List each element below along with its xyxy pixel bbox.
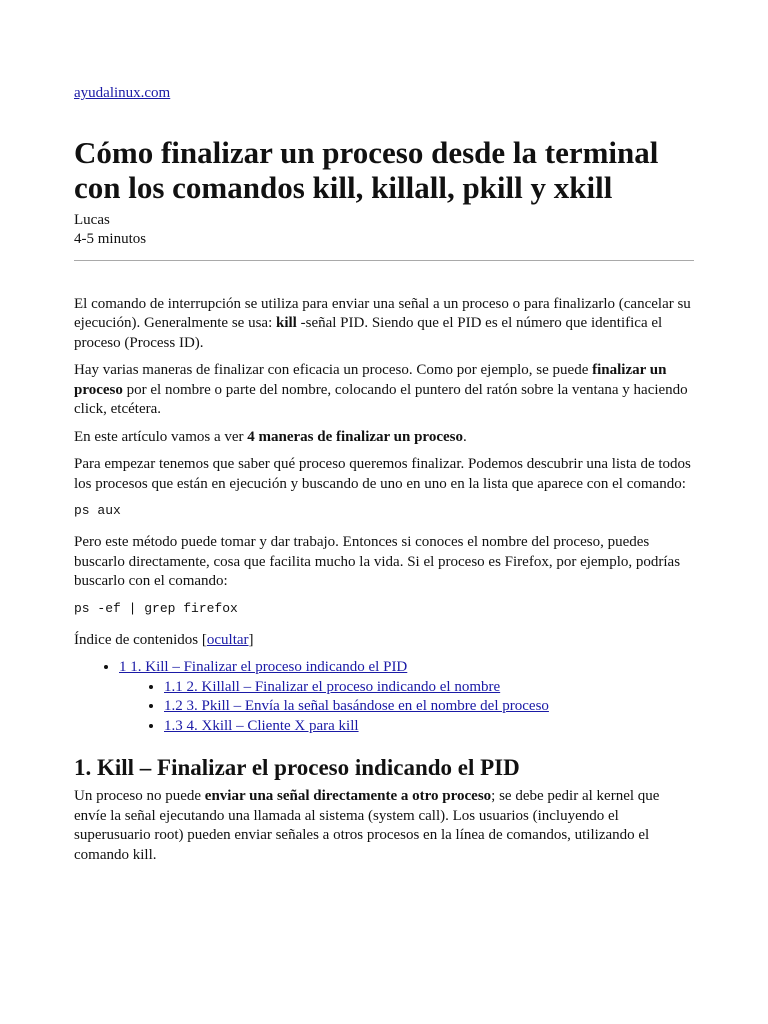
toc-sublist <box>119 678 694 737</box>
toc-link-kill[interactable]: 1 1. Kill – Finalizar el proceso indicando el PID <box>119 659 408 675</box>
paragraph-text: ; se debe pedir al kernel que envíe la señal ejecutando una llamada al sistema (system call). Los usuarios (incluyendo el superusuario root) pueden enviar señales a otros procesos en la línea de comandos, utilizando el comando kill. <box>74 788 660 863</box>
paragraph-ways <box>74 361 694 420</box>
paragraph-text: -señal PID. Siendo que el PID es el número que identifica el proceso (Process ID). <box>74 315 663 351</box>
toc-item <box>164 678 694 698</box>
toc-item <box>164 717 694 737</box>
code-ps-grep: ps -ef | grep firefox <box>74 600 238 616</box>
read-time: 4-5 minutos <box>74 231 147 247</box>
bold-text: finalizar un proceso <box>74 362 667 398</box>
toc-hide-link[interactable]: ocultar <box>206 631 249 648</box>
header-divider <box>74 260 694 261</box>
paragraph-text: El comando de interrupción se utiliza para enviar una señal a un proceso o para finalizarlo (cancelar su ejecución). Generalmente se usa: <box>74 295 691 331</box>
table-of-contents <box>74 658 694 736</box>
toc-item <box>164 697 694 717</box>
article-body <box>74 295 694 866</box>
author-name: Lucas <box>74 211 110 228</box>
code-ps-aux: ps aux <box>74 503 121 518</box>
site-link[interactable]: ayudalinux.com <box>74 85 171 101</box>
section-heading-kill: 1. Kill – Finalizar el proceso indicando el PID <box>74 755 520 780</box>
bold-text: enviar una señal directamente a otro proceso <box>204 788 492 804</box>
paragraph-grep: Pero este método puede tomar y dar trabajo. Entonces si conoces el nombre del proceso, puedes buscarlo directamente, cosa que facilita mucho la vida. Si el proceso es Firefox, por ejemplo, podrías buscarlo con el comando: <box>74 534 681 589</box>
article-title: Cómo finalizar un proceso desde la terminal con los comandos kill, killall, pkill y xkill <box>74 134 659 205</box>
toc-title-suffix: ] <box>248 631 254 648</box>
paragraph-article-scope <box>74 428 694 448</box>
paragraph-text: Un proceso no puede <box>74 788 205 804</box>
paragraph-text: En este artículo vamos a ver <box>74 428 248 445</box>
paragraph-kill-intro <box>74 787 694 865</box>
bold-text: 4 maneras de finalizar un proceso <box>247 428 463 445</box>
paragraph-intro <box>74 295 694 354</box>
paragraph-text: por el nombre o parte del nombre, colocando el puntero del ratón sobre la ventana y haciendo click, etcétera. <box>74 381 688 417</box>
toc-link-xkill[interactable]: 1.3 4. Xkill – Cliente X para kill <box>164 717 359 734</box>
toc-item <box>119 658 694 736</box>
bold-text: kill <box>276 315 297 331</box>
toc-link-killall[interactable]: 1.1 2. Killall – Finalizar el proceso indicando el nombre <box>164 678 501 695</box>
paragraph-find-process: Para empezar tenemos que saber qué proceso queremos finalizar. Podemos descubrir una lista de todos los procesos que están en ejecución y buscando de uno en uno en la lista que aparece con el comando: <box>74 456 691 492</box>
toc-title <box>74 631 694 651</box>
article-meta <box>74 211 694 250</box>
toc-title-prefix: Índice de contenidos [ <box>74 631 207 648</box>
paragraph-text: Hay varias maneras de finalizar con eficacia un proceso. Como por ejemplo, se puede <box>74 362 593 378</box>
toc-link-pkill[interactable]: 1.2 3. Pkill – Envía la señal basándose en el nombre del proceso <box>164 698 549 714</box>
paragraph-text: . <box>462 428 467 445</box>
